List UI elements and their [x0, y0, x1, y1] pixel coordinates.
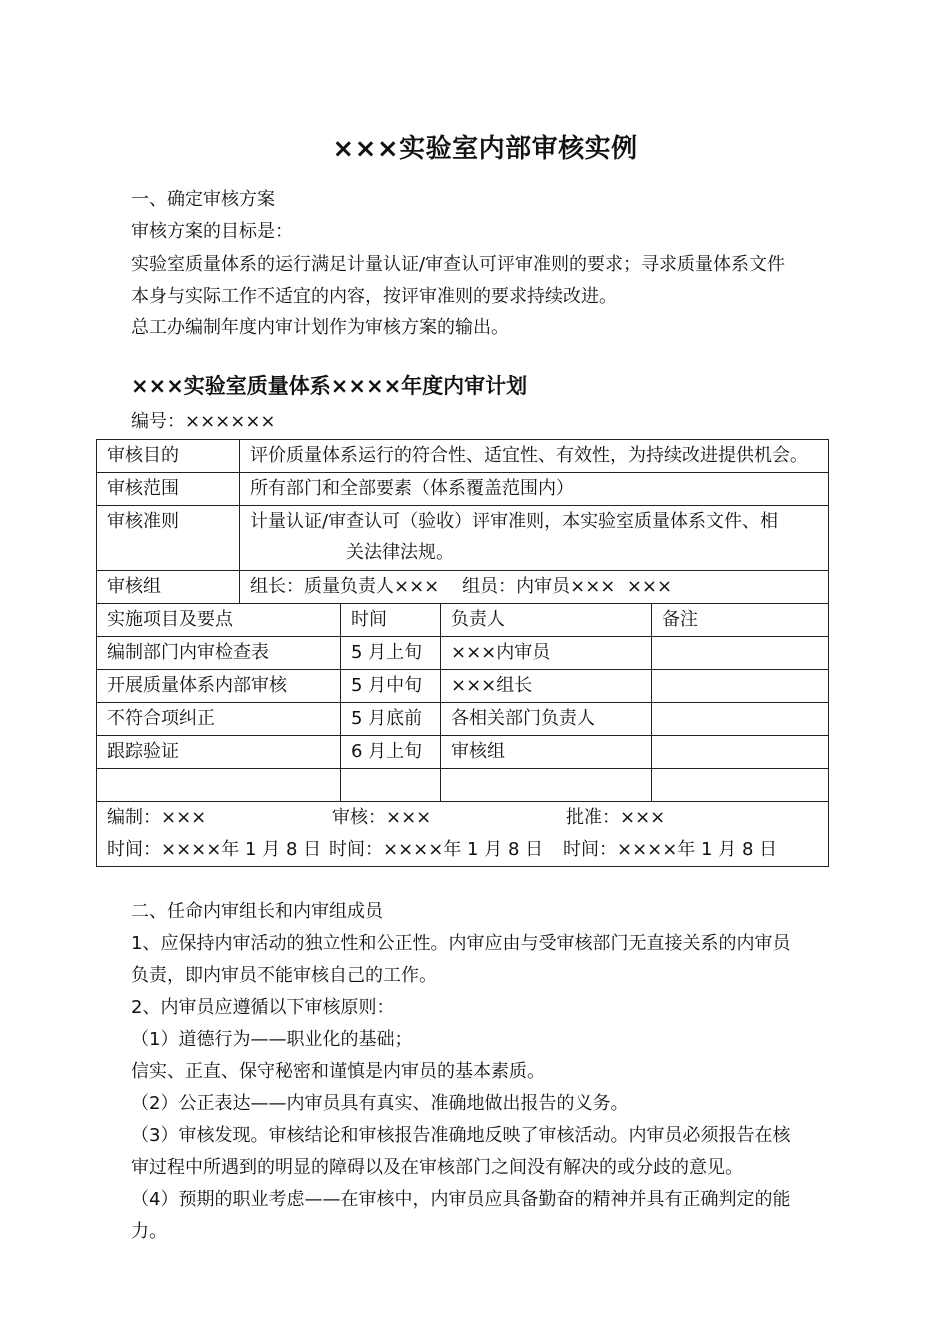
section2-line: 信实、正直、保守秘密和谨慎是内审员的基本素质。	[131, 1061, 545, 1082]
table-cell	[652, 736, 829, 769]
signature-time-line	[107, 834, 828, 866]
compiled-by: 编制：×××	[107, 807, 207, 828]
team-value: 组长：质量负责人××× 组员：内审员××× ×××	[240, 571, 829, 604]
table-cell: ×××组长	[441, 670, 652, 703]
section2-line: （2）公正表达——内审员具有真实、准确地做出报告的义务。	[131, 1093, 629, 1114]
section1-line: 本身与实际工作不适宜的内容，按评审准则的要求持续改进。	[131, 286, 617, 307]
section2-line: （4）预期的职业考虑——在审核中，内审员应具备勤奋的精神并具有正确判定的能	[131, 1189, 791, 1210]
table-row	[97, 670, 829, 703]
table-cell: ×××内审员	[441, 637, 652, 670]
scope-label: 审核范围	[97, 473, 240, 506]
plan-number: 编号：××××××	[131, 411, 276, 432]
section1-heading: 一、确定审核方案	[131, 189, 275, 210]
table-cell	[652, 637, 829, 670]
criteria-label: 审核准则	[97, 506, 240, 571]
table-row	[97, 440, 829, 473]
column-header: 实施项目及要点	[97, 604, 341, 637]
section2-heading: 二、任命内审组长和内审组成员	[131, 901, 383, 922]
column-header: 负责人	[441, 604, 652, 637]
audit-plan-table	[96, 439, 829, 867]
scope-value: 所有部门和全部要素（体系覆盖范围内）	[240, 473, 829, 506]
table-cell: 编制部门内审检查表	[97, 637, 341, 670]
table-cell: 开展质量体系内部审核	[97, 670, 341, 703]
table-cell: 审核组	[441, 736, 652, 769]
reviewed-time: 时间：××××年 1 月 8 日	[329, 839, 544, 860]
table-cell	[652, 769, 829, 802]
table-cell: 6 月上旬	[341, 736, 441, 769]
table-row	[97, 571, 829, 604]
approved-by: 批准：×××	[566, 807, 666, 828]
table-cell	[97, 769, 341, 802]
purpose-value: 评价质量体系运行的符合性、适宜性、有效性，为持续改进提供机会。	[240, 440, 829, 473]
table-cell: 5 月中旬	[341, 670, 441, 703]
signature-block	[97, 802, 829, 867]
table-cell	[441, 769, 652, 802]
team-label: 审核组	[97, 571, 240, 604]
document-title: ×××实验室内部审核实例	[332, 134, 638, 164]
section2-line: （1）道德行为——职业化的基础；	[131, 1029, 413, 1050]
plan-title: ×××实验室质量体系××××年度内审计划	[131, 374, 528, 398]
table-cell: 不符合项纠正	[97, 703, 341, 736]
section2-line: 1、应保持内审活动的独立性和公正性。内审应由与受审核部门无直接关系的内审员	[131, 933, 791, 954]
section2-line: 审过程中所遇到的明显的障碍以及在审核部门之间没有解决的或分歧的意见。	[131, 1157, 743, 1178]
section2-line: （3）审核发现。审核结论和审核报告准确地反映了审核活动。内审员必须报告在核	[131, 1125, 791, 1146]
column-header: 备注	[652, 604, 829, 637]
section2-line: 负责，即内审员不能审核自己的工作。	[131, 965, 437, 986]
table-cell	[652, 703, 829, 736]
criteria-line: 计量认证/审查认可（验收）评审准则，本实验室质量体系文件、相	[250, 511, 779, 532]
table-cell: 5 月底前	[341, 703, 441, 736]
section2-line: 2、内审员应遵循以下审核原则：	[131, 997, 395, 1018]
table-row	[97, 769, 829, 802]
table-cell: 各相关部门负责人	[441, 703, 652, 736]
signature-line	[107, 802, 828, 834]
column-header: 时间	[341, 604, 441, 637]
purpose-label: 审核目的	[97, 440, 240, 473]
table-row	[97, 506, 829, 571]
compiled-time: 时间：××××年 1 月 8 日	[107, 839, 322, 860]
criteria-value	[240, 506, 829, 571]
table-row	[97, 703, 829, 736]
signature-row	[97, 802, 829, 867]
table-header-row	[97, 604, 829, 637]
section1-line: 审核方案的目标是：	[131, 221, 293, 242]
table-cell: 跟踪验证	[97, 736, 341, 769]
table-row	[97, 473, 829, 506]
reviewed-by: 审核：×××	[332, 807, 432, 828]
section1-line: 实验室质量体系的运行满足计量认证/审查认可评审准则的要求；寻求质量体系文件	[131, 254, 786, 275]
table-row	[97, 736, 829, 769]
approved-time: 时间：××××年 1 月 8 日	[563, 839, 778, 860]
table-row	[97, 637, 829, 670]
table-cell: 5 月上旬	[341, 637, 441, 670]
table-cell	[341, 769, 441, 802]
table-cell	[652, 670, 829, 703]
criteria-line: 关法律法规。	[346, 542, 454, 563]
section2-line: 力。	[131, 1221, 167, 1242]
section1-line: 总工办编制年度内审计划作为审核方案的输出。	[131, 317, 509, 338]
